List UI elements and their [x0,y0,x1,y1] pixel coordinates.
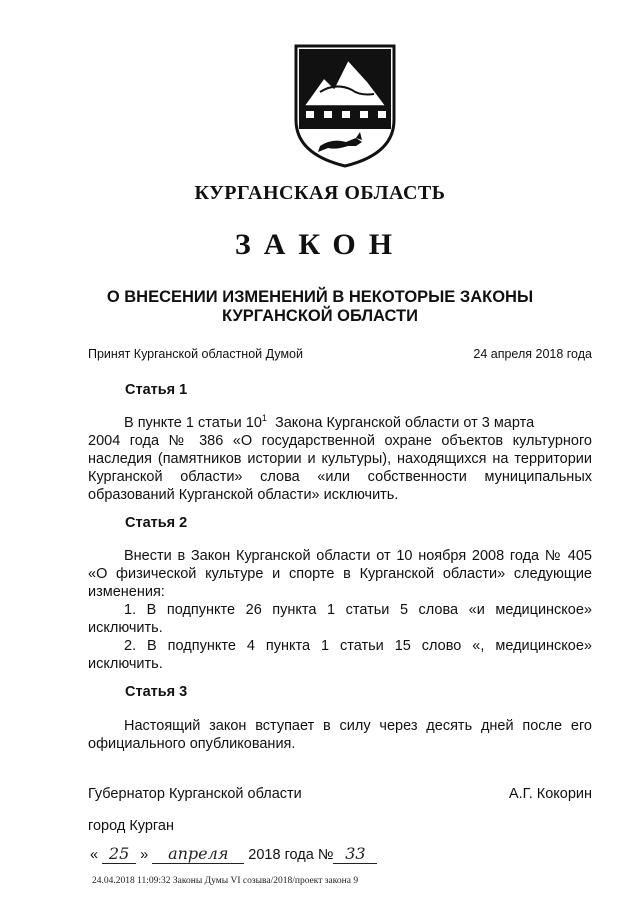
law-title [60,288,580,326]
city-name: город Курган [88,818,174,834]
adoption-date: 24 апреля 2018 года [473,347,592,361]
article-2-item-2: 2. В подпункте 4 пункта 1 статьи 15 слово «, медицинское» исключить. [88,638,592,672]
article-3-heading: Статья 3 [125,684,188,700]
article-3-body: Настоящий закон вступает в силу через десять дней после его официального опубликования. [88,718,592,752]
handwritten-day: 25 [102,844,136,864]
law-title-line-2: КУРГАНСКОЙ ОБЛАСТИ [222,307,418,325]
year-text: 2018 года № [248,847,334,863]
handwritten-month: апреля [152,844,244,864]
adopted-by: Принят Курганской областной Думой [88,347,303,361]
article-1-heading: Статья 1 [125,382,188,398]
article-superscript: 1 [261,413,267,424]
coat-of-arms-emblem [290,42,400,170]
document-type: ЗАКОН [234,228,406,261]
signing-date-line [90,844,377,864]
article-1-text-a: В пункте 1 статьи 10 [124,415,262,431]
article-1-first-line [88,414,592,432]
article-1-body: 2004 года № 386 «О государственной охране объектов культурного наследия (памятников истории и культуры), находящихся на территории Курганской области» слова «или собственности муниципальных образований Курганской области» исключить. [88,433,592,503]
footer-stamp: 24.04.2018 11:09:32 Законы Думы VI созыва/2018/проект закона 9 [92,876,359,886]
article-2-item-1: 1. В подпункте 26 пункта 1 статьи 5 слова «и медицинское» исключить. [88,602,592,636]
quote-open: « [90,847,99,863]
governor-title: Губернатор Курганской области [88,786,302,802]
article-1-text-b: Закона Курганской области от 3 марта [266,415,535,431]
article-1-text [88,414,592,504]
article-2-heading: Статья 2 [125,515,188,531]
article-2-text [88,547,592,673]
law-title-line-1: О ВНЕСЕНИИ ИЗМЕНЕНИЙ В НЕКОТОРЫЕ ЗАКОНЫ [106,288,534,306]
region-name: КУРГАНСКАЯ ОБЛАСТЬ [194,182,446,204]
article-2-intro: Внести в Закон Курганской области от 10 ноября 2008 года № 405 «О физической культуре и спорте в Курганской области» следующие изменения: [88,548,592,600]
handwritten-number: 33 [333,844,377,864]
article-3-text [88,717,592,753]
quote-close: » [140,847,149,863]
governor-name: А.Г. Кокорин [508,786,592,802]
